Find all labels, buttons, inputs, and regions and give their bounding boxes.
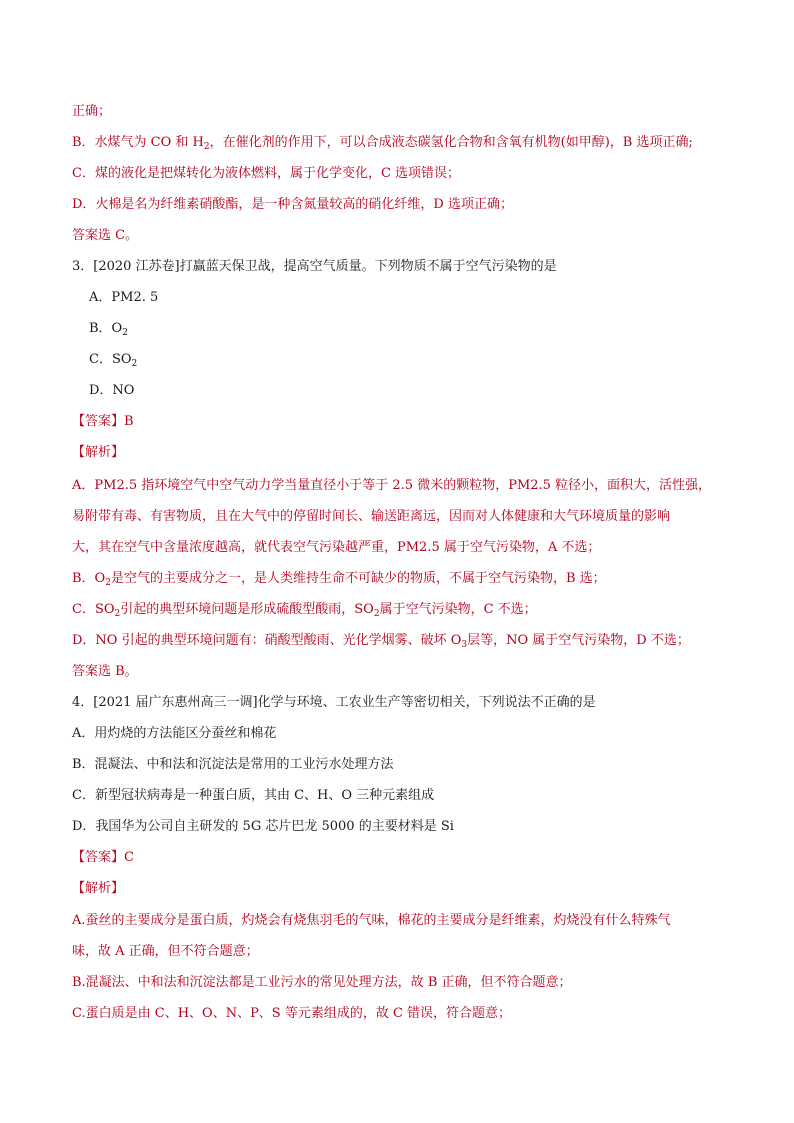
q3-option-a: A．PM2. 5 bbox=[89, 290, 159, 305]
q4-answer: 【答案】C bbox=[72, 850, 134, 865]
q4-stem: 4．[2021 届广东惠州高三一调]化学与环境、工农业生产等密切相关，下列说法不正确的是 bbox=[72, 695, 596, 710]
q3-option-b: B．$O_2$ bbox=[89, 321, 128, 338]
q3-analysis-a-line1: A．PM2.5 指环境空气中空气动力学当量直径小于等于 2.5 微米的颗粒物，PM2.5 粒径小，面积大，活性强， bbox=[72, 478, 712, 493]
q3-option-c: C．$SO_2$ bbox=[89, 352, 138, 369]
q3-analysis-c: C．$SO_2$引起的典型环境问题是形成硫酸型酸雨，$SO_2$属于空气污染物，C 不选； bbox=[72, 602, 537, 619]
prev-option-b: B．水煤气为 CO 和 $H_2$，在催化剂的作用下，可以合成液态碳氢化合物和含氧有机物(如甲醇)，B 选项正确; bbox=[72, 135, 693, 152]
q4-option-c: C．新型冠状病毒是一种蛋白质，其由 C、H、O 三种元素组成 bbox=[72, 788, 435, 803]
q4-analysis-heading: 【解析】 bbox=[72, 881, 125, 896]
q3-answer: 【答案】B bbox=[72, 414, 134, 429]
q3-analysis-a-line2: 易附带有毒、有害物质，且在大气中的停留时间长、输送距离远，因而对人体健康和大气环境质量的影响 bbox=[72, 509, 671, 524]
q3-conclusion: 答案选 B。 bbox=[72, 664, 138, 679]
prev-option-d: D．火棉是名为纤维素硝酸酯，是一种含氮量较高的硝化纤维，D 选项正确； bbox=[72, 197, 513, 212]
prev-answer: 答案选 C。 bbox=[72, 228, 139, 243]
q3-option-d: D．NO bbox=[89, 383, 135, 398]
q3-stem: 3．[2020 江苏卷]打赢蓝天保卫战，提高空气质量。下列物质不属于空气污染物的是 bbox=[72, 259, 557, 274]
q4-analysis-b: B.混凝法、中和法和沉淀法都是工业污水的常见处理方法，故 B 正确，但不符合题意； bbox=[72, 975, 572, 990]
q4-analysis-c: C.蛋白质是由 C、H、O、N、P、S 等元素组成的，故 C 错误，符合题意； bbox=[72, 1006, 512, 1021]
prev-tail: 正确； bbox=[72, 104, 112, 119]
q3-analysis-a-line3: 大，其在空气中含量浓度越高，就代表空气污染越严重，PM2.5 属于空气污染物，A 不选； bbox=[72, 540, 601, 555]
prev-option-c: C．煤的液化是把煤转化为液体燃料，属于化学变化，C 选项错误； bbox=[72, 166, 461, 181]
q4-option-a: A．用灼烧的方法能区分蚕丝和棉花 bbox=[72, 726, 277, 741]
q3-analysis-b: B．$O_2$是空气的主要成分之一，是人类维持生命不可缺少的物质，不属于空气污染物，B 选； bbox=[72, 571, 606, 588]
q3-analysis-heading: 【解析】 bbox=[72, 445, 125, 460]
q4-analysis-a-line2: 味，故 A 正确，但不符合题意； bbox=[72, 944, 259, 959]
q3-analysis-d: D．NO 引起的典型环境问题有：硝酸型酸雨、光化学烟雾、破坏 $O_3$层等，NO 属于空气污染物，D 不选； bbox=[72, 633, 690, 650]
q4-analysis-a-line1: A.蚕丝的主要成分是蛋白质，灼烧会有烧焦羽毛的气味，棉花的主要成分是纤维素，灼烧没有什么特殊气 bbox=[72, 913, 671, 928]
q4-option-b: B．混凝法、中和法和沉淀法是常用的工业污水处理方法 bbox=[72, 757, 394, 772]
q4-option-d: D．我国华为公司自主研发的 5G 芯片巴龙 5000 的主要材料是 Si bbox=[72, 819, 454, 834]
